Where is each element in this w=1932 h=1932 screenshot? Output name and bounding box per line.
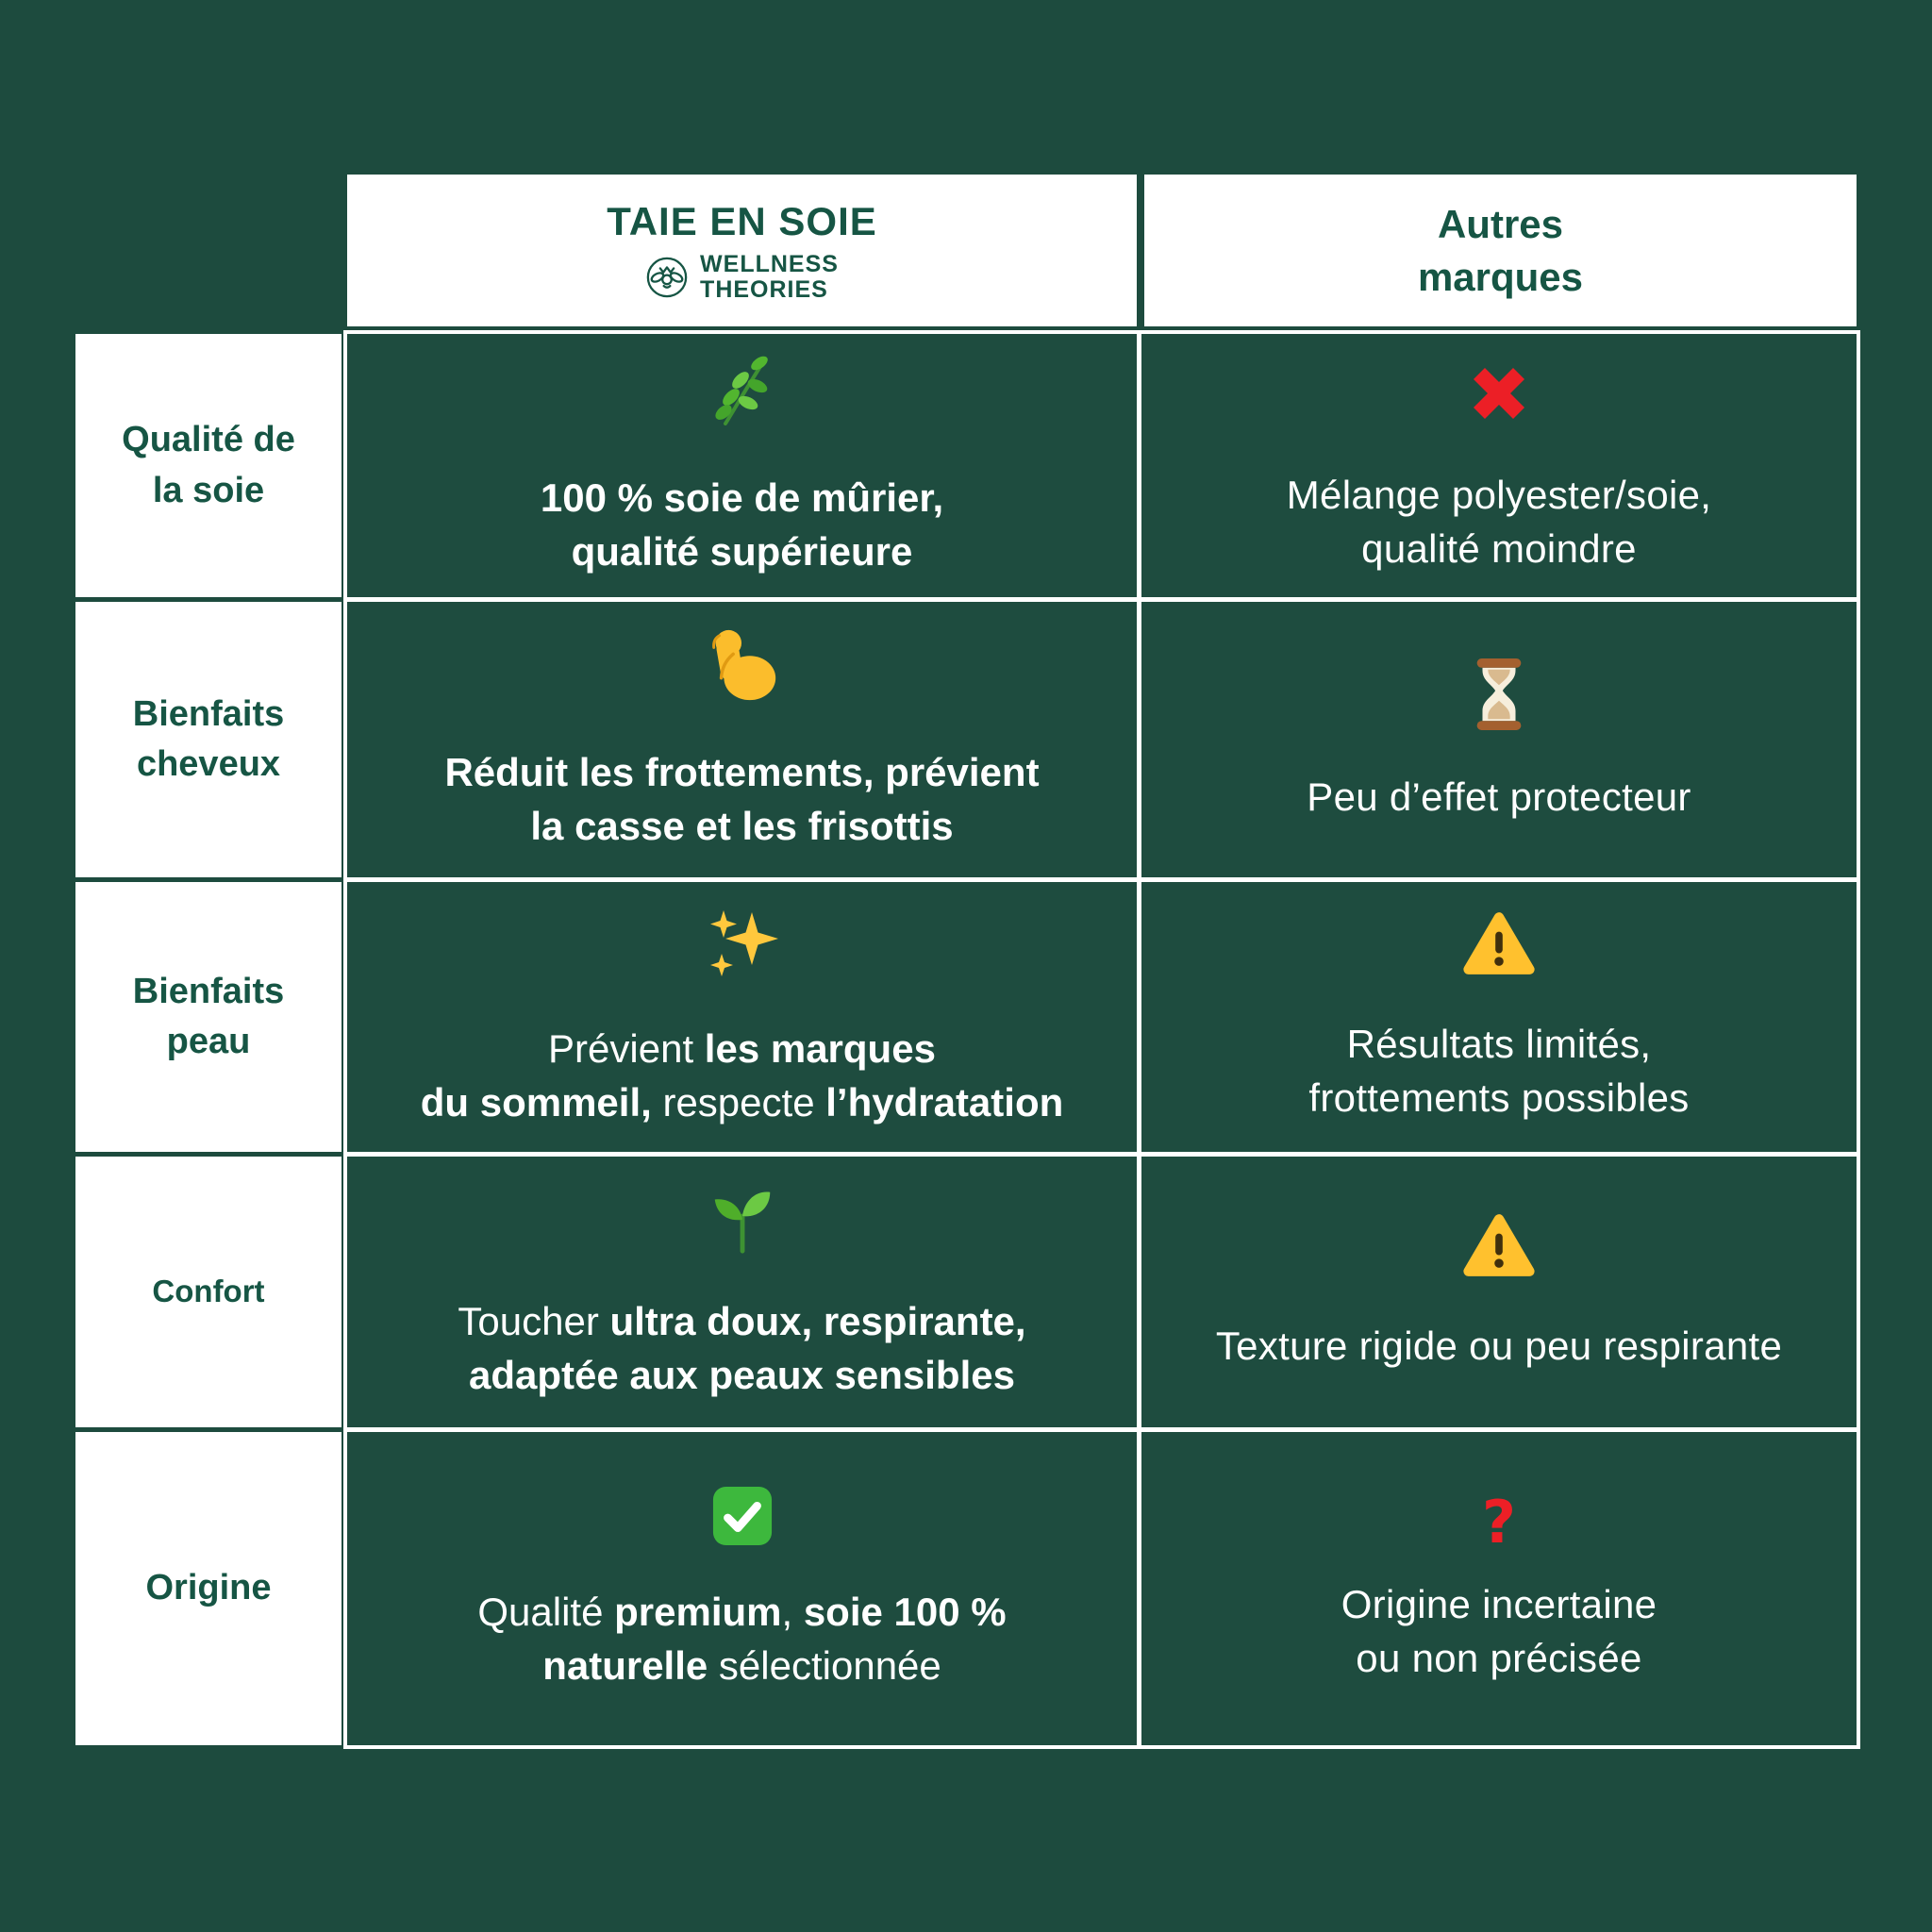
red-question-mark-icon: ? — [1482, 1488, 1516, 1557]
brand-logo-wordmark — [700, 252, 839, 302]
header-competitor-cell — [1144, 175, 1857, 326]
other-cell-origine — [1141, 1432, 1857, 1745]
text-segment: qualité supérieure — [571, 528, 913, 574]
brand-logo-line1: WELLNESS — [700, 251, 839, 277]
other-cell-confort — [1141, 1157, 1857, 1427]
text-segment: Prévient — [548, 1026, 705, 1071]
herb-icon — [703, 354, 782, 433]
row-label-bienfaits-peau — [75, 882, 341, 1152]
text-segment: 100 % soie de mûrier, — [540, 475, 944, 520]
text-line: Texture rigide ou peu respirante — [1215, 1324, 1783, 1368]
flexed-biceps-icon — [702, 626, 783, 708]
brand-cell-origine — [347, 1432, 1137, 1745]
text-segment: Qualité — [477, 1590, 615, 1634]
row-label-qualite-de-la-soie — [75, 334, 341, 597]
other-cell-text — [1308, 1017, 1689, 1124]
text-segment: les marques — [704, 1026, 936, 1071]
competitor-title-line1: Autres — [1437, 202, 1564, 247]
text-segment: respecte — [651, 1080, 826, 1124]
text-segment: soie 100 % — [803, 1590, 1007, 1634]
other-cell-bienfaits-cheveux — [1141, 602, 1857, 877]
check-mark-button-icon — [711, 1485, 774, 1547]
row-label-text: Origine — [145, 1568, 272, 1608]
bee-logo-icon — [645, 256, 689, 299]
text-segment: sélectionnée — [708, 1643, 941, 1688]
text-segment: ultra doux, respirante, — [609, 1298, 1026, 1343]
brand-column-title: TAIE EN SOIE — [607, 199, 877, 243]
row-label-bienfaits-cheveux — [75, 602, 341, 877]
brand-cell-confort — [347, 1157, 1137, 1427]
text-segment: Toucher — [458, 1298, 610, 1343]
row-label-text: cheveux — [136, 744, 281, 784]
seedling-icon — [706, 1183, 779, 1257]
text-segment: naturelle — [542, 1643, 708, 1688]
row-label-text: peau — [166, 1022, 251, 1061]
sparkles-icon — [703, 905, 782, 984]
row-label-confort — [75, 1157, 341, 1427]
text-line: Origine incertaine — [1341, 1582, 1657, 1626]
text-segment: , — [781, 1590, 804, 1634]
competitor-title-line2: marques — [1417, 254, 1584, 299]
text-segment: la casse et les frisottis — [530, 804, 954, 848]
text-segment: du sommeil, — [420, 1080, 652, 1124]
row-label-origine — [75, 1432, 341, 1745]
other-cell-qualite-soie — [1141, 334, 1857, 597]
warning-icon — [1461, 1211, 1537, 1281]
row-label-text: Qualité de — [122, 420, 295, 460]
other-cell-text — [1287, 468, 1711, 575]
other-cell-text — [1307, 770, 1690, 824]
brand-logo-line2: THEORIES — [700, 275, 828, 303]
other-cell-bienfaits-peau — [1141, 882, 1857, 1152]
text-line: ou non précisée — [1356, 1636, 1642, 1680]
text-line: Peu d’effet protecteur — [1307, 774, 1691, 819]
other-cell-text — [1216, 1319, 1782, 1373]
brand-cell-text — [541, 471, 943, 578]
row-label-text: la soie — [152, 470, 265, 510]
header-brand-cell — [347, 175, 1137, 326]
text-segment: Réduit les frottements, prévient — [444, 750, 1040, 794]
hourglass-icon — [1465, 657, 1533, 732]
other-cell-text — [1341, 1577, 1657, 1685]
text-line: Résultats limités, — [1346, 1022, 1652, 1066]
brand-cell-text — [458, 1294, 1025, 1402]
brand-cell-bienfaits-peau — [347, 882, 1137, 1152]
brand-cell-text — [421, 1022, 1064, 1129]
text-segment: adaptée aux peaux sensibles — [469, 1352, 1015, 1397]
brand-logo — [645, 252, 839, 302]
row-label-text: Bienfaits — [132, 693, 285, 734]
brand-cell-text — [444, 745, 1039, 853]
text-line: Mélange polyester/soie, — [1286, 472, 1712, 517]
text-line: qualité moindre — [1361, 525, 1637, 571]
warning-icon — [1461, 909, 1537, 979]
cross-mark-icon — [1462, 357, 1536, 430]
brand-cell-text — [477, 1585, 1006, 1692]
brand-cell-bienfaits-cheveux — [347, 602, 1137, 877]
row-label-text: Bienfaits — [132, 971, 285, 1011]
text-segment: l’hydratation — [825, 1080, 1064, 1124]
text-line: frottements possibles — [1308, 1075, 1690, 1120]
row-label-text: Confort — [152, 1274, 265, 1309]
text-segment: premium — [614, 1590, 782, 1634]
brand-cell-qualite-soie — [347, 334, 1137, 597]
